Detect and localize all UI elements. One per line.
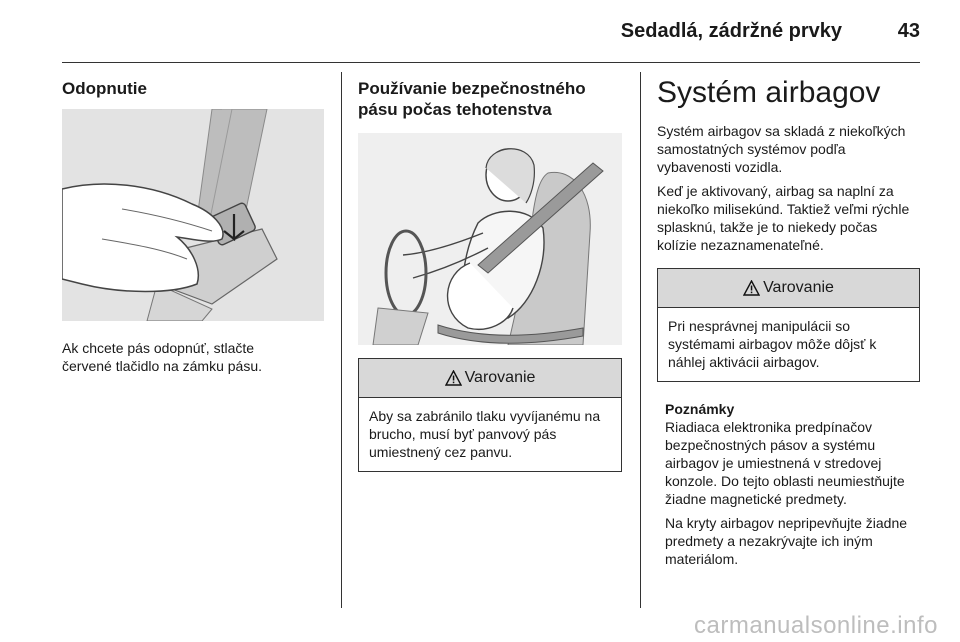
airbag-note bbox=[657, 400, 917, 568]
warning-text: Pri nesprávnej manipulácii so systémami airbagov môže dôjsť k náhlej aktivácii airbagov. bbox=[668, 318, 877, 370]
column-divider bbox=[341, 72, 342, 608]
warning-text: Aby sa zabránilo tlaku vyvíjanému na brucho, musí byť panvový pás umiestnený cez panvu. bbox=[369, 408, 601, 460]
section-title: Sedadlá, zádržné prvky bbox=[620, 20, 842, 42]
airbag-warning-box bbox=[657, 268, 920, 382]
pregnant-driver-drawing bbox=[358, 133, 622, 345]
header-rule bbox=[62, 62, 920, 63]
pregnancy-heading: Používanie bezpečnostného pásu počas tehotenstva bbox=[358, 79, 586, 119]
warning-title: Varovanie bbox=[763, 279, 834, 296]
column-unbuckling bbox=[62, 76, 324, 375]
airbag-intro: Systém airbagov sa skladá z niekoľkých samostatných systémov podľa vybavenosti vozidla. bbox=[657, 123, 906, 175]
airbag-activation: Keď je aktivovaný, airbag sa naplní za niekoľko milisekúnd. Taktiež veľmi rýchle splasknú, takže je to niekedy počas kolízie nezaznamenateľné. bbox=[657, 183, 910, 253]
warning-header bbox=[658, 269, 919, 308]
column-pregnancy bbox=[358, 76, 622, 472]
buckle-drawing bbox=[62, 109, 324, 321]
warning-triangle-icon bbox=[743, 280, 760, 296]
airbag-heading: Systém airbagov bbox=[657, 76, 881, 109]
note-text: Riadiaca elektronika predpínačov bezpečnostných pásov a systému airbagov je umiestnená v stredovej konzole. Do tejto oblasti neumiestňujte žiadne magnetické predmety. bbox=[665, 419, 905, 507]
unbuckling-caption: Ak chcete pás odopnúť, stlačte červené tlačidlo na zámku pásu. bbox=[62, 340, 262, 374]
column-airbags bbox=[657, 76, 920, 568]
seatbelt-buckle-illustration bbox=[62, 109, 324, 321]
pregnant-driver-illustration bbox=[358, 133, 622, 345]
note-title: Poznámky bbox=[665, 401, 735, 417]
page-number: 43 bbox=[897, 20, 920, 42]
warning-title: Varovanie bbox=[464, 369, 536, 386]
warning-triangle-icon bbox=[445, 370, 462, 386]
pregnancy-warning-box bbox=[358, 358, 622, 472]
page-header bbox=[0, 0, 960, 64]
column-divider bbox=[640, 72, 641, 608]
unbuckling-heading: Odopnutie bbox=[62, 79, 147, 98]
watermark: carmanualsonline.info bbox=[694, 612, 938, 639]
note-text: Na kryty airbagov nepripevňujte žiadne predmety a nezakrývajte ich iným materiálom. bbox=[665, 515, 908, 567]
warning-header bbox=[359, 359, 621, 398]
